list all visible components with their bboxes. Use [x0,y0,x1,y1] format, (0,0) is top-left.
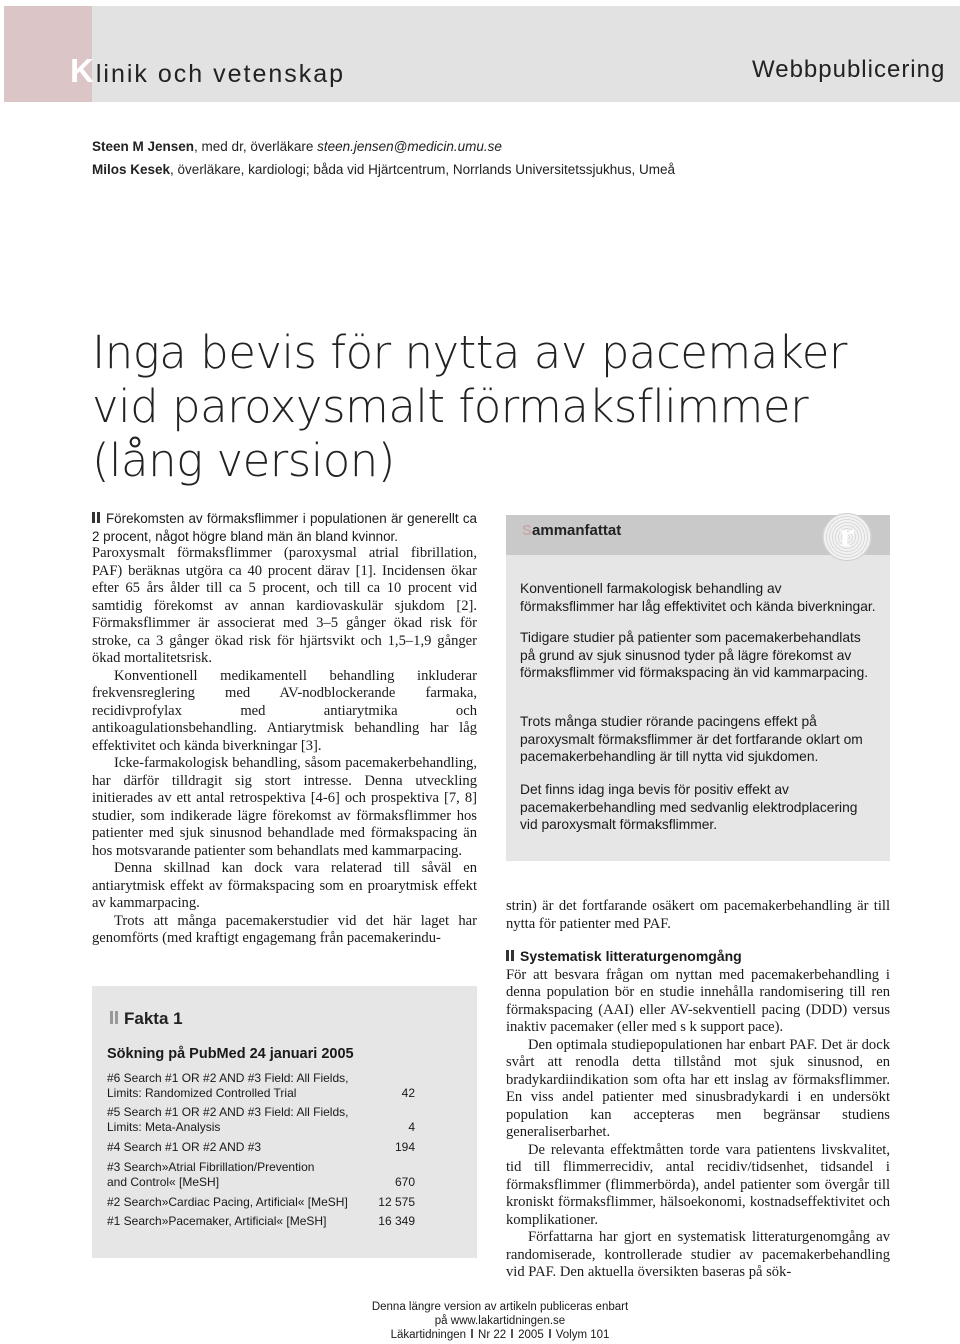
fact-marker-icon [110,1009,120,1029]
summary-point: Konventionell farmakologisk behandling av förmaksflimmer har låg effektivitet och kända biverkningar. [520,581,876,614]
footer-url[interactable]: på www.lakartidningen.se [434,1315,566,1327]
author-1-name: Steen M Jensen [92,139,195,154]
author-1-email[interactable]: steen.jensen@medicin.umu.se [317,139,502,154]
footer-note: Denna längre version av artikeln publiceras enbart [371,1301,629,1313]
section-heading-text: Systematisk litteraturgenomgång [520,948,742,964]
author-line-2 [92,162,675,177]
body-paragraph: Den optimala studiepopulationen har enbart PAF. Det är dock svårt att renodla detta tillstånd mot sjuk sinusnod, en bradykardiindikation som ofta har ett inslag av förmaksflimmer. En viss andel patienter med sinusbradykardi i en undersökt population kan accepteras men begränsar studiens generaliserbarhet. [506,1036,890,1140]
lead-paragraph [92,510,477,545]
search-query: #1 Search»Pacemaker, Artificial« [MeSH] [107,1214,327,1228]
search-row [107,1071,415,1101]
search-row [107,1160,415,1190]
body-paragraph: Konventionell medikamentell behandling inkluderar frekvensreglering med AV-nodblockerande farmaka, recidivprofylax med antiarytmika och antikoagulationsbehandling. Antiarytmisk behandling har låg effektivitet och kända biverkningar [3]. [92,667,477,754]
search-count: 670 [394,1175,415,1189]
summary-point: Trots många studier rörande pacingens effekt på paroxysmalt förmaksflimmer är det fortfarande oklart om pacemakerbehandling är till nytta vid sjukdomen. [520,714,863,764]
search-count: 194 [394,1140,415,1154]
summary-point: Det finns idag inga bevis för positiv effekt av pacemakerbehandling med sedvanlig elektrodplacering vid paroxysmalt förmaksflimmer. [520,782,858,832]
issue-number: Nr 22 [478,1329,507,1341]
left-column [92,510,477,948]
search-count: 16 349 [378,1214,415,1228]
heading-marker-icon [506,948,516,966]
search-limits: and Control« [MeSH] [107,1175,220,1189]
volume-number: Volym 101 [555,1329,610,1341]
right-column [506,898,890,1282]
summary-title-initial: S [522,522,533,539]
fact-box-title [110,1009,183,1029]
continuation-paragraph: strin) är det fortfarande osäkert om pacemakerbehandling är till nytta för patienter med PAF. [506,898,890,932]
journal-logo-icon: r [822,513,872,561]
search-query: #3 Search»Atrial Fibrillation/Prevention [107,1160,315,1174]
search-row [107,1195,415,1210]
web-publication-title: Webbpublicering [752,56,946,83]
search-query: #6 Search #1 OR #2 AND #3 Field: All Fields, [107,1071,349,1085]
search-query: #2 Search»Cardiac Pacing, Artificial« [MeSH] [107,1195,348,1209]
search-row [107,1214,415,1229]
body-paragraph: Denna skillnad kan dock vara relaterad till såväl en antiarytmisk effekt av förmakspacing som en proarytmisk effekt av kammarpacing. [92,860,477,911]
author-1-role: , med dr, överläkare [194,139,318,154]
paragraph-marker-icon [92,510,102,528]
body-paragraph: Icke-farmakologisk behandling, såsom pacemakerbehandling, har därför tilldragit sig stort intresse. Denna utveckling initierades av ett antal retrospektiva [4-6] och prospektiva [7, 8] studier, som indikerade lägre förekomst av förmaksflimmer hos patienter med sjuk sinusnod behandlade med förmakspacing än hos motsvarande patienter som behandlats med kammarpacing. [92,755,477,859]
search-query: #4 Search #1 OR #2 AND #3 [107,1140,262,1154]
author-line-1 [92,139,502,154]
issue-year: 2005 [518,1329,544,1341]
section-heading [506,948,890,966]
body-paragraph: Trots att många pacemakerstudier vid det här laget har genomförts (med kraftigt engagemang från pacemakerindu- [92,912,477,946]
body-paragraph: För att besvara frågan om nyttan med pacemakerbehandling i denna population bör en studie innehålla randomisering till ren förmakspacing (AAI) eller AV-sekventiell pacing (DDD) versus inaktiv pacemaker (eller med s k support pace). [506,966,890,1035]
search-count: 4 [408,1120,415,1134]
summary-title [522,522,621,539]
body-paragraph: Författarna har gjort en systematisk litteraturgenomgång av randomiserade, kontrollerade studier av pacemakerbehandling vid PAF. Den aktuella översikten baseras på sök- [506,1229,890,1280]
section-title [70,52,345,90]
search-limits: Limits: Randomized Controlled Trial [107,1086,297,1100]
lead-text: Förekomsten av förmaksflimmer i populationen är generellt ca 2 procent, något högre bland män än bland kvinnor. [92,511,477,544]
search-count: 42 [401,1086,415,1100]
search-query: #5 Search #1 OR #2 AND #3 Field: All Fields, [107,1105,349,1119]
summary-point: Tidigare studier på patienter som pacemakerbehandlats på grund av sjuk sinusnod tyder på lägre förekomst av förmaksflimmer vid förmakspacing än vid kammarpacing. [520,630,869,680]
author-2-role: , överläkare, kardiologi; båda vid Hjärtcentrum, Norrlands Universitetssjukhus, Umeå [170,162,676,177]
search-row [107,1140,415,1155]
section-title-text: linik och vetenskap [95,60,346,88]
search-limits: Limits: Meta-Analysis [107,1120,221,1134]
section-initial: K [70,52,94,89]
article-title: Inga bevis för nytta av pacemaker vid paroxysmalt förmaksflimmer (lång version) [92,326,847,487]
fact-box-title-text: Fakta 1 [124,1009,183,1028]
summary-title-text: ammanfattat [532,522,622,539]
footer-citation [320,1328,680,1342]
search-row [107,1105,415,1135]
body-paragraph: De relevanta effektmåtten torde vara patientens livskvalitet, tid till flimmerrecidiv, antal recidiv/tidsenhet, tidsandel i förmaksflimmer (flimmerbörda), andel patienter som övergår till kroniskt förmaksflimmer, hälsoekonomi, kostnadseffektivitet och komplikationer. [506,1141,890,1228]
search-count: 12 575 [378,1195,415,1209]
body-paragraph: Paroxysmalt förmaksflimmer (paroxysmal atrial fibrillation, PAF) beräknas utgöra ca 40 procent därav [1]. Incidensen ökar efter 65 års ålder till ca 5 procent, och till ca 10 procent vid samtidig förekomst av annan kardiovaskulär sjukdom [2]. Förmaksflimmer är associerat med 3–5 gånger ökad risk för stroke, ca 3 gånger ökad risk för hjärtsvikt och 1,5–1,9 gånger ökad mortalitetsrisk. [92,545,477,666]
page-footer [320,1300,680,1342]
author-2-name: Milos Kesek [92,162,171,177]
journal-name: Läkartidningen [390,1329,467,1341]
fact-box-subtitle: Sökning på PubMed 24 januari 2005 [107,1046,354,1062]
